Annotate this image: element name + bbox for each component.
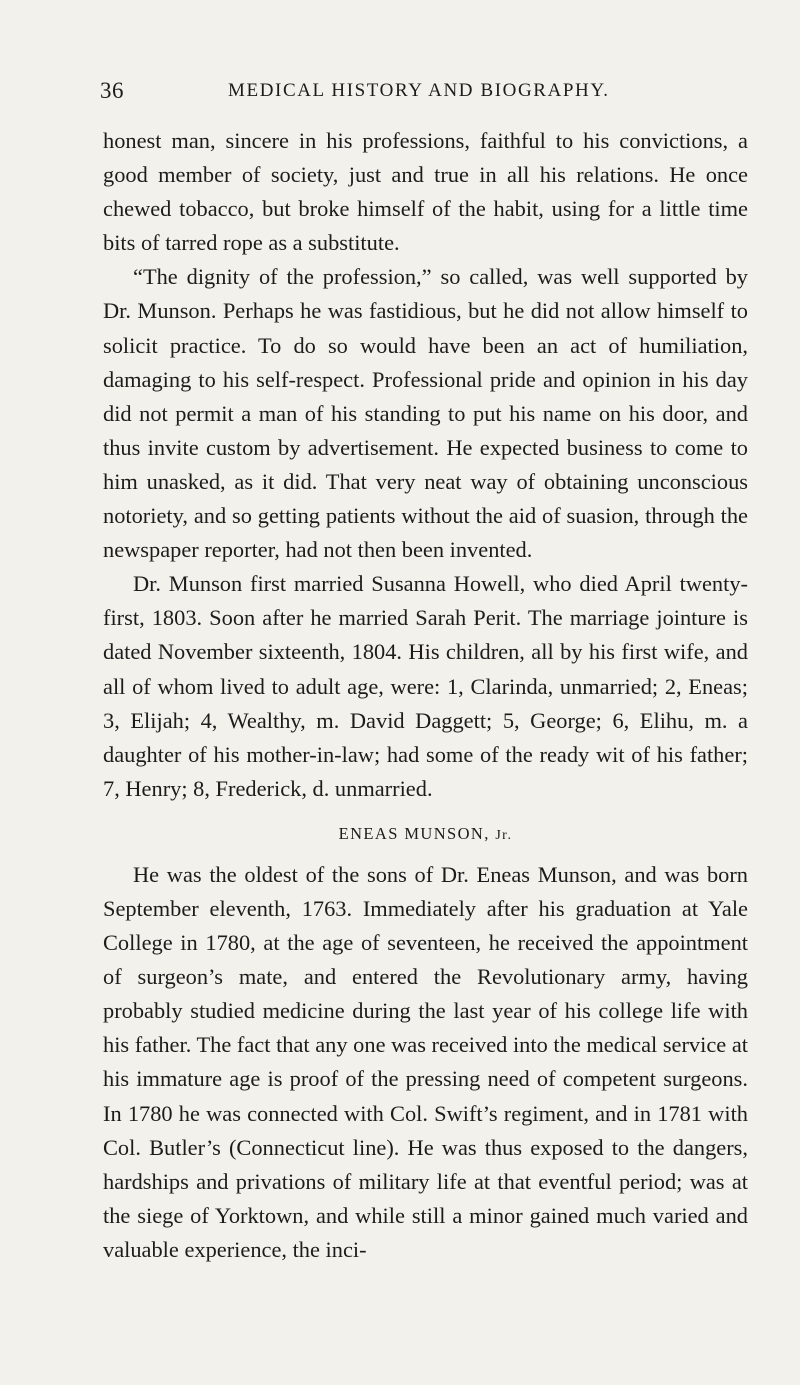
page-number: 36 bbox=[100, 78, 124, 103]
paragraph-eneas-junior: He was the oldest of the sons of Dr. Eneas Munson, and was born September eleventh, 1763. Immediately after his graduation at Yale College in 1780, at the age of seventeen, he received the appointment of surgeon’s mate, and entered the Revolutionary army, having probably studied medicine during the last year of his college life with his father. The fact that any one was received into the medical service at his immature age is proof of the pressing need of competent surgeons. In 1780 he was connected with Col. Swift’s regiment, and in 1781 with Col. Butler’s (Connecticut line). He was thus exposed to the dangers, hardships and privations of military life at that eventful period; was at the siege of Yorktown, and while still a minor gained much varied and valuable experience, the inci- bbox=[103, 861, 748, 1262]
body-text bbox=[103, 124, 748, 1267]
section-heading-name: ENEAS MUNSON, bbox=[338, 823, 490, 843]
section-heading bbox=[103, 820, 748, 850]
paragraph-continued: honest man, sincere in his professions, faithful to his convictions, a good member of society, just and true in all his relations. He once chewed tobacco, but broke himself of the habit, using for a little time bits of tarred rope as a substitute. bbox=[103, 128, 748, 256]
running-title: MEDICAL HISTORY AND BIOGRAPHY. bbox=[228, 80, 610, 101]
section-heading-suffix: Jr. bbox=[495, 827, 513, 843]
paragraph-dignity: “The dignity of the profession,” so called, was well supported by Dr. Munson. Perhaps he was fastidious, but he did not allow himself to solicit practice. To do so would have been an act of humiliation, damaging to his self-respect. Professional pride and opinion in his day did not permit a man of his standing to put his name on his door, and thus invite custom by advertisement. He expected business to come to him unasked, as it did. That very neat way of obtaining unconscious notoriety, and so getting patients without the aid of suasion, through the newspaper reporter, had not then been invented. bbox=[103, 264, 748, 563]
paragraph-marriages: Dr. Munson first married Susanna Howell, who died April twenty-first, 1803. Soon after he married Sarah Perit. The marriage jointure is dated November sixteenth, 1804. His children, all by his first wife, and all of whom lived to adult age, were: 1, Clarinda, unmarried; 2, Eneas; 3, Elijah; 4, Wealthy, m. David Daggett; 5, George; 6, Elihu, m. a daughter of his mother-in-law; had some of the ready wit of his father; 7, Henry; 8, Frederick, d. unmarried. bbox=[103, 571, 748, 801]
running-head bbox=[100, 78, 740, 108]
